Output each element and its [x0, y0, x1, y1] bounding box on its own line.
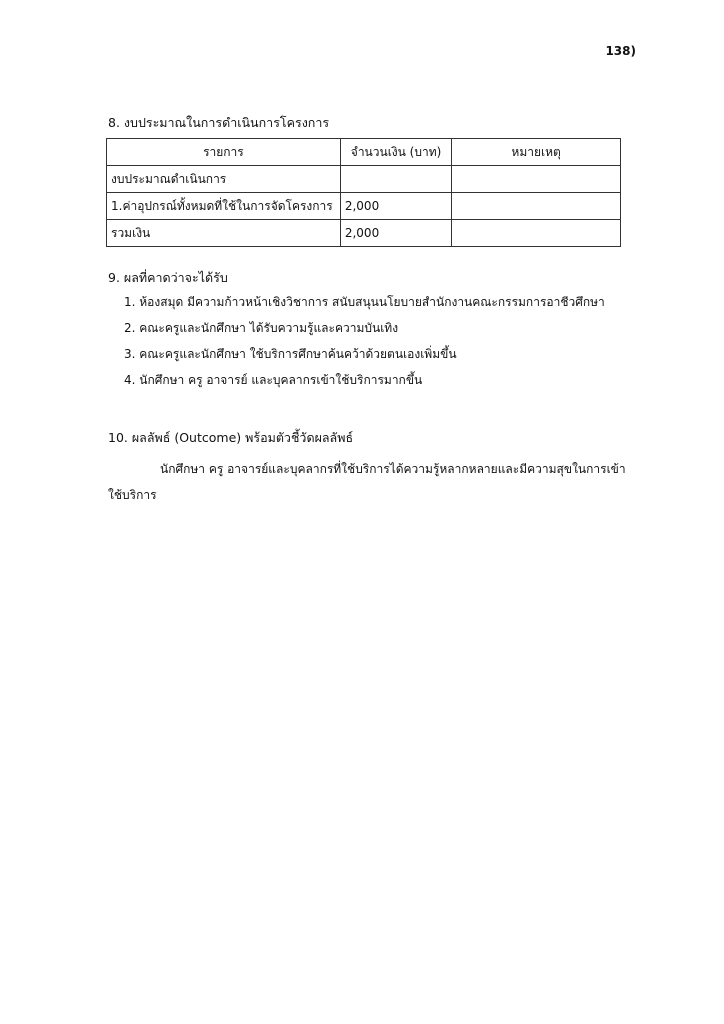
table-header-row	[107, 139, 621, 166]
table-row-total	[107, 220, 621, 247]
table-row	[107, 193, 621, 220]
list-item: 3. คณะครูและนักศึกษา ใช้บริการศึกษาค้นคว้าด้วยตนเองเพิ่มขึ้น	[124, 347, 457, 361]
table-cell-item: 1.ค่าอุปกรณ์ทั้งหมดที่ใช้ในการจัดโครงการ	[107, 193, 341, 220]
table-cell-remarks	[452, 220, 621, 247]
section-9-heading: 9. ผลที่คาดว่าจะได้รับ	[108, 270, 228, 285]
column-header-item: รายการ	[107, 139, 341, 166]
list-item: 4. นักศึกษา ครู อาจารย์ และบุคลากรเข้าใช้บริการมากขึ้น	[124, 373, 423, 387]
table-cell-item: รวมเงิน	[107, 220, 341, 247]
outcome-paragraph: นักศึกษา ครู อาจารย์และบุคลากรที่ใช้บริการได้ความรู้หลากหลายและมีความสุขในการเข้าใช้บริการ	[108, 462, 626, 502]
table-cell-amount: 2,000	[340, 220, 451, 247]
table-cell-item: งบประมาณดำเนินการ	[107, 166, 341, 193]
section-8-heading: 8. งบประมาณในการดำเนินการโครงการ	[108, 115, 330, 130]
budget-table	[106, 138, 621, 247]
column-header-amount: จำนวนเงิน (บาท)	[340, 139, 451, 166]
page-number: 138)	[605, 44, 636, 58]
column-header-remarks: หมายเหตุ	[452, 139, 621, 166]
table-cell-amount	[340, 166, 451, 193]
section-10-heading: 10. ผลลัพธ์ (Outcome) พร้อมตัวชี้วัดผลลัพธ์	[108, 430, 354, 445]
table-cell-remarks	[452, 193, 621, 220]
table-cell-amount: 2,000	[340, 193, 451, 220]
list-item: 1. ห้องสมุด มีความก้าวหน้าเชิงวิชาการ สนับสนุนนโยบายสำนักงานคณะกรรมการอาชีวศึกษา	[124, 295, 605, 309]
list-item: 2. คณะครูและนักศึกษา ได้รับความรู้และความบันเทิง	[124, 321, 399, 335]
expected-results-list	[124, 292, 605, 396]
table-cell-remarks	[452, 166, 621, 193]
table-row	[107, 166, 621, 193]
